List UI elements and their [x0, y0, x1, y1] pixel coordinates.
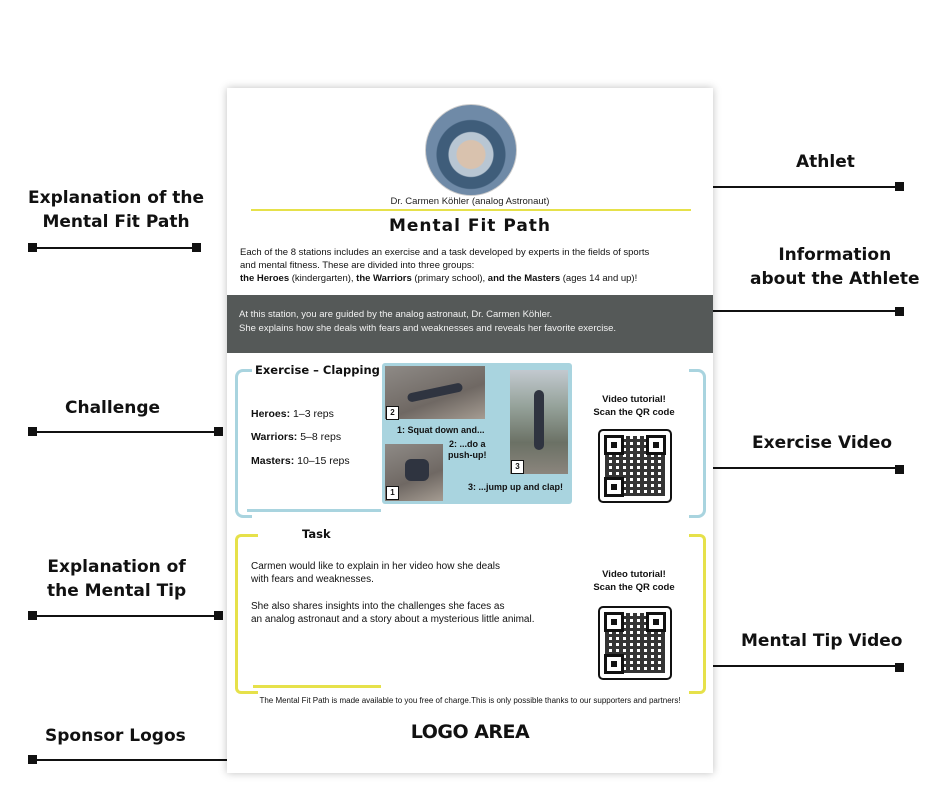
task-paragraph-2	[251, 600, 535, 626]
leader-challenge	[32, 431, 218, 433]
leader-info-athlete-end	[895, 307, 904, 316]
exercise-video-label	[583, 393, 685, 419]
exercise-qr-code[interactable]	[598, 429, 672, 503]
guide-line1: At this station, you are guided by the analog astronaut, Dr. Carmen Köhler.	[239, 309, 553, 320]
callout-explanation-path	[28, 186, 204, 234]
exercise-bracket-right	[689, 369, 706, 518]
leader-explanation-path-end	[192, 243, 201, 252]
step-number-3: 3	[511, 460, 524, 474]
group-warriors-age: (primary school),	[411, 273, 488, 284]
rep-heroes	[251, 408, 334, 420]
step1-caption: 1: Squat down and...	[397, 425, 485, 435]
callout-mental-tip	[47, 555, 186, 603]
guide-text	[239, 308, 703, 336]
callout-info-athlete-line1: Information	[778, 245, 892, 265]
tip-qr-eye-tl	[604, 612, 624, 632]
callout-athlet: Athlet	[796, 152, 855, 172]
leader-exercise-video-end	[895, 465, 904, 474]
task-p2-line2: an analog astronaut and a story about a mysterious little animal.	[251, 614, 535, 625]
tip-qr-code[interactable]	[598, 606, 672, 680]
task-paragraph-1	[251, 560, 500, 586]
callout-sponsor-logos: Sponsor Logos	[45, 726, 186, 746]
rep-heroes-label: Heroes:	[251, 408, 291, 420]
tip-qr-eye-bl	[604, 654, 624, 674]
step3-caption: 3: ...jump up and clap!	[468, 482, 564, 492]
exercise-photo-panel	[382, 363, 572, 504]
tip-video-label	[583, 568, 685, 594]
poster-title: Mental Fit Path	[388, 216, 552, 236]
tip-video-label-line2: Scan the QR code	[593, 582, 675, 593]
leader-mental-tip	[32, 615, 218, 617]
task-title: Task	[302, 527, 331, 541]
task-bracket-right	[689, 534, 706, 694]
leader-sponsor-logos-start	[28, 755, 37, 764]
pushup-figure	[407, 382, 464, 402]
callout-exercise-video: Exercise Video	[752, 433, 893, 453]
callout-info-athlete-line2: about the Athlete	[750, 269, 920, 289]
step-number-2: 2	[386, 406, 399, 420]
rep-warriors	[251, 431, 341, 443]
jump-figure	[534, 390, 544, 450]
photo-pushup	[385, 366, 485, 419]
photo-jump	[510, 370, 568, 474]
title-divider	[251, 209, 691, 211]
leader-mental-tip-video	[702, 665, 900, 667]
exercise-bracket-bottom	[247, 509, 381, 512]
leader-mental-tip-end	[214, 611, 223, 620]
callout-explanation-path-line2: Mental Fit Path	[42, 212, 190, 232]
callout-mental-tip-line2: the Mental Tip	[47, 581, 187, 601]
exercise-video-label-line2: Scan the QR code	[593, 407, 675, 418]
task-bracket-bottom	[253, 685, 381, 688]
leader-challenge-start	[28, 427, 37, 436]
guide-line2: She explains how she deals with fears and weaknesses and reveals her favorite exercise.	[239, 323, 617, 334]
group-warriors: the Warriors	[356, 273, 412, 284]
squat-figure	[405, 459, 429, 481]
exercise-qr-eye-bl	[604, 477, 624, 497]
step2-caption-line2: push-up!	[448, 450, 487, 460]
intro-line1: Each of the 8 stations includes an exercise and a task developed by experts in the fields of sports	[240, 247, 650, 258]
task-p1-line1: Carmen would like to explain in her video how she deals	[251, 561, 501, 572]
step2-caption-line1: 2: ...do a	[448, 439, 486, 449]
step2-caption	[448, 439, 487, 461]
exercise-qr-eye-tr	[646, 435, 666, 455]
group-heroes-age: (kindergarten),	[289, 273, 357, 284]
leader-explanation-path	[32, 247, 196, 249]
rep-masters	[251, 455, 350, 467]
footer-note: The Mental Fit Path is made available to you free of charge.This is only possible thanks to our supporters and partners!	[259, 696, 681, 705]
callout-mental-tip-video: Mental Tip Video	[741, 631, 903, 651]
leader-exercise-video	[702, 467, 900, 469]
leader-athlet-end	[895, 182, 904, 191]
photo-squat	[385, 444, 443, 501]
leader-challenge-end	[214, 427, 223, 436]
callout-info-athlete	[750, 243, 920, 291]
exercise-bracket-left	[235, 369, 252, 518]
callout-challenge: Challenge	[65, 398, 161, 418]
athlete-avatar	[425, 104, 517, 196]
leader-mental-tip-video-end	[895, 663, 904, 672]
callout-mental-tip-line1: Explanation of	[47, 557, 186, 577]
tip-qr-eye-tr	[646, 612, 666, 632]
tip-video-label-line1: Video tutorial!	[602, 569, 666, 580]
rep-warriors-label: Warriors:	[251, 431, 298, 443]
task-p2-line1: She also shares insights into the challenges she faces as	[251, 601, 505, 612]
group-masters: and the Masters	[487, 273, 561, 284]
poster-sheet	[227, 88, 713, 773]
intro-line2: and mental fitness. These are divided into three groups:	[240, 260, 475, 271]
intro-text	[240, 246, 710, 285]
step-number-1: 1	[386, 486, 399, 500]
group-masters-age: (ages 14 and up)!	[560, 273, 638, 284]
intro-groups	[240, 272, 710, 285]
exercise-title: Exercise – Clapping	[255, 363, 380, 377]
leader-mental-tip-start	[28, 611, 37, 620]
rep-heroes-value: 1–3 reps	[290, 408, 334, 420]
callout-explanation-path-line1: Explanation of the	[28, 188, 205, 208]
rep-masters-value: 10–15 reps	[294, 455, 350, 467]
leader-info-athlete	[702, 310, 900, 312]
rep-masters-label: Masters:	[251, 455, 295, 467]
leader-explanation-path-start	[28, 243, 37, 252]
logo-area: LOGO AREA	[410, 721, 530, 743]
exercise-qr-eye-tl	[604, 435, 624, 455]
group-heroes: the Heroes	[240, 273, 290, 284]
rep-warriors-value: 5–8 reps	[297, 431, 342, 443]
task-p1-line2: with fears and weaknesses.	[251, 574, 374, 585]
athlete-name: Dr. Carmen Köhler (analog Astronaut)	[390, 196, 550, 207]
exercise-video-label-line1: Video tutorial!	[602, 394, 666, 405]
